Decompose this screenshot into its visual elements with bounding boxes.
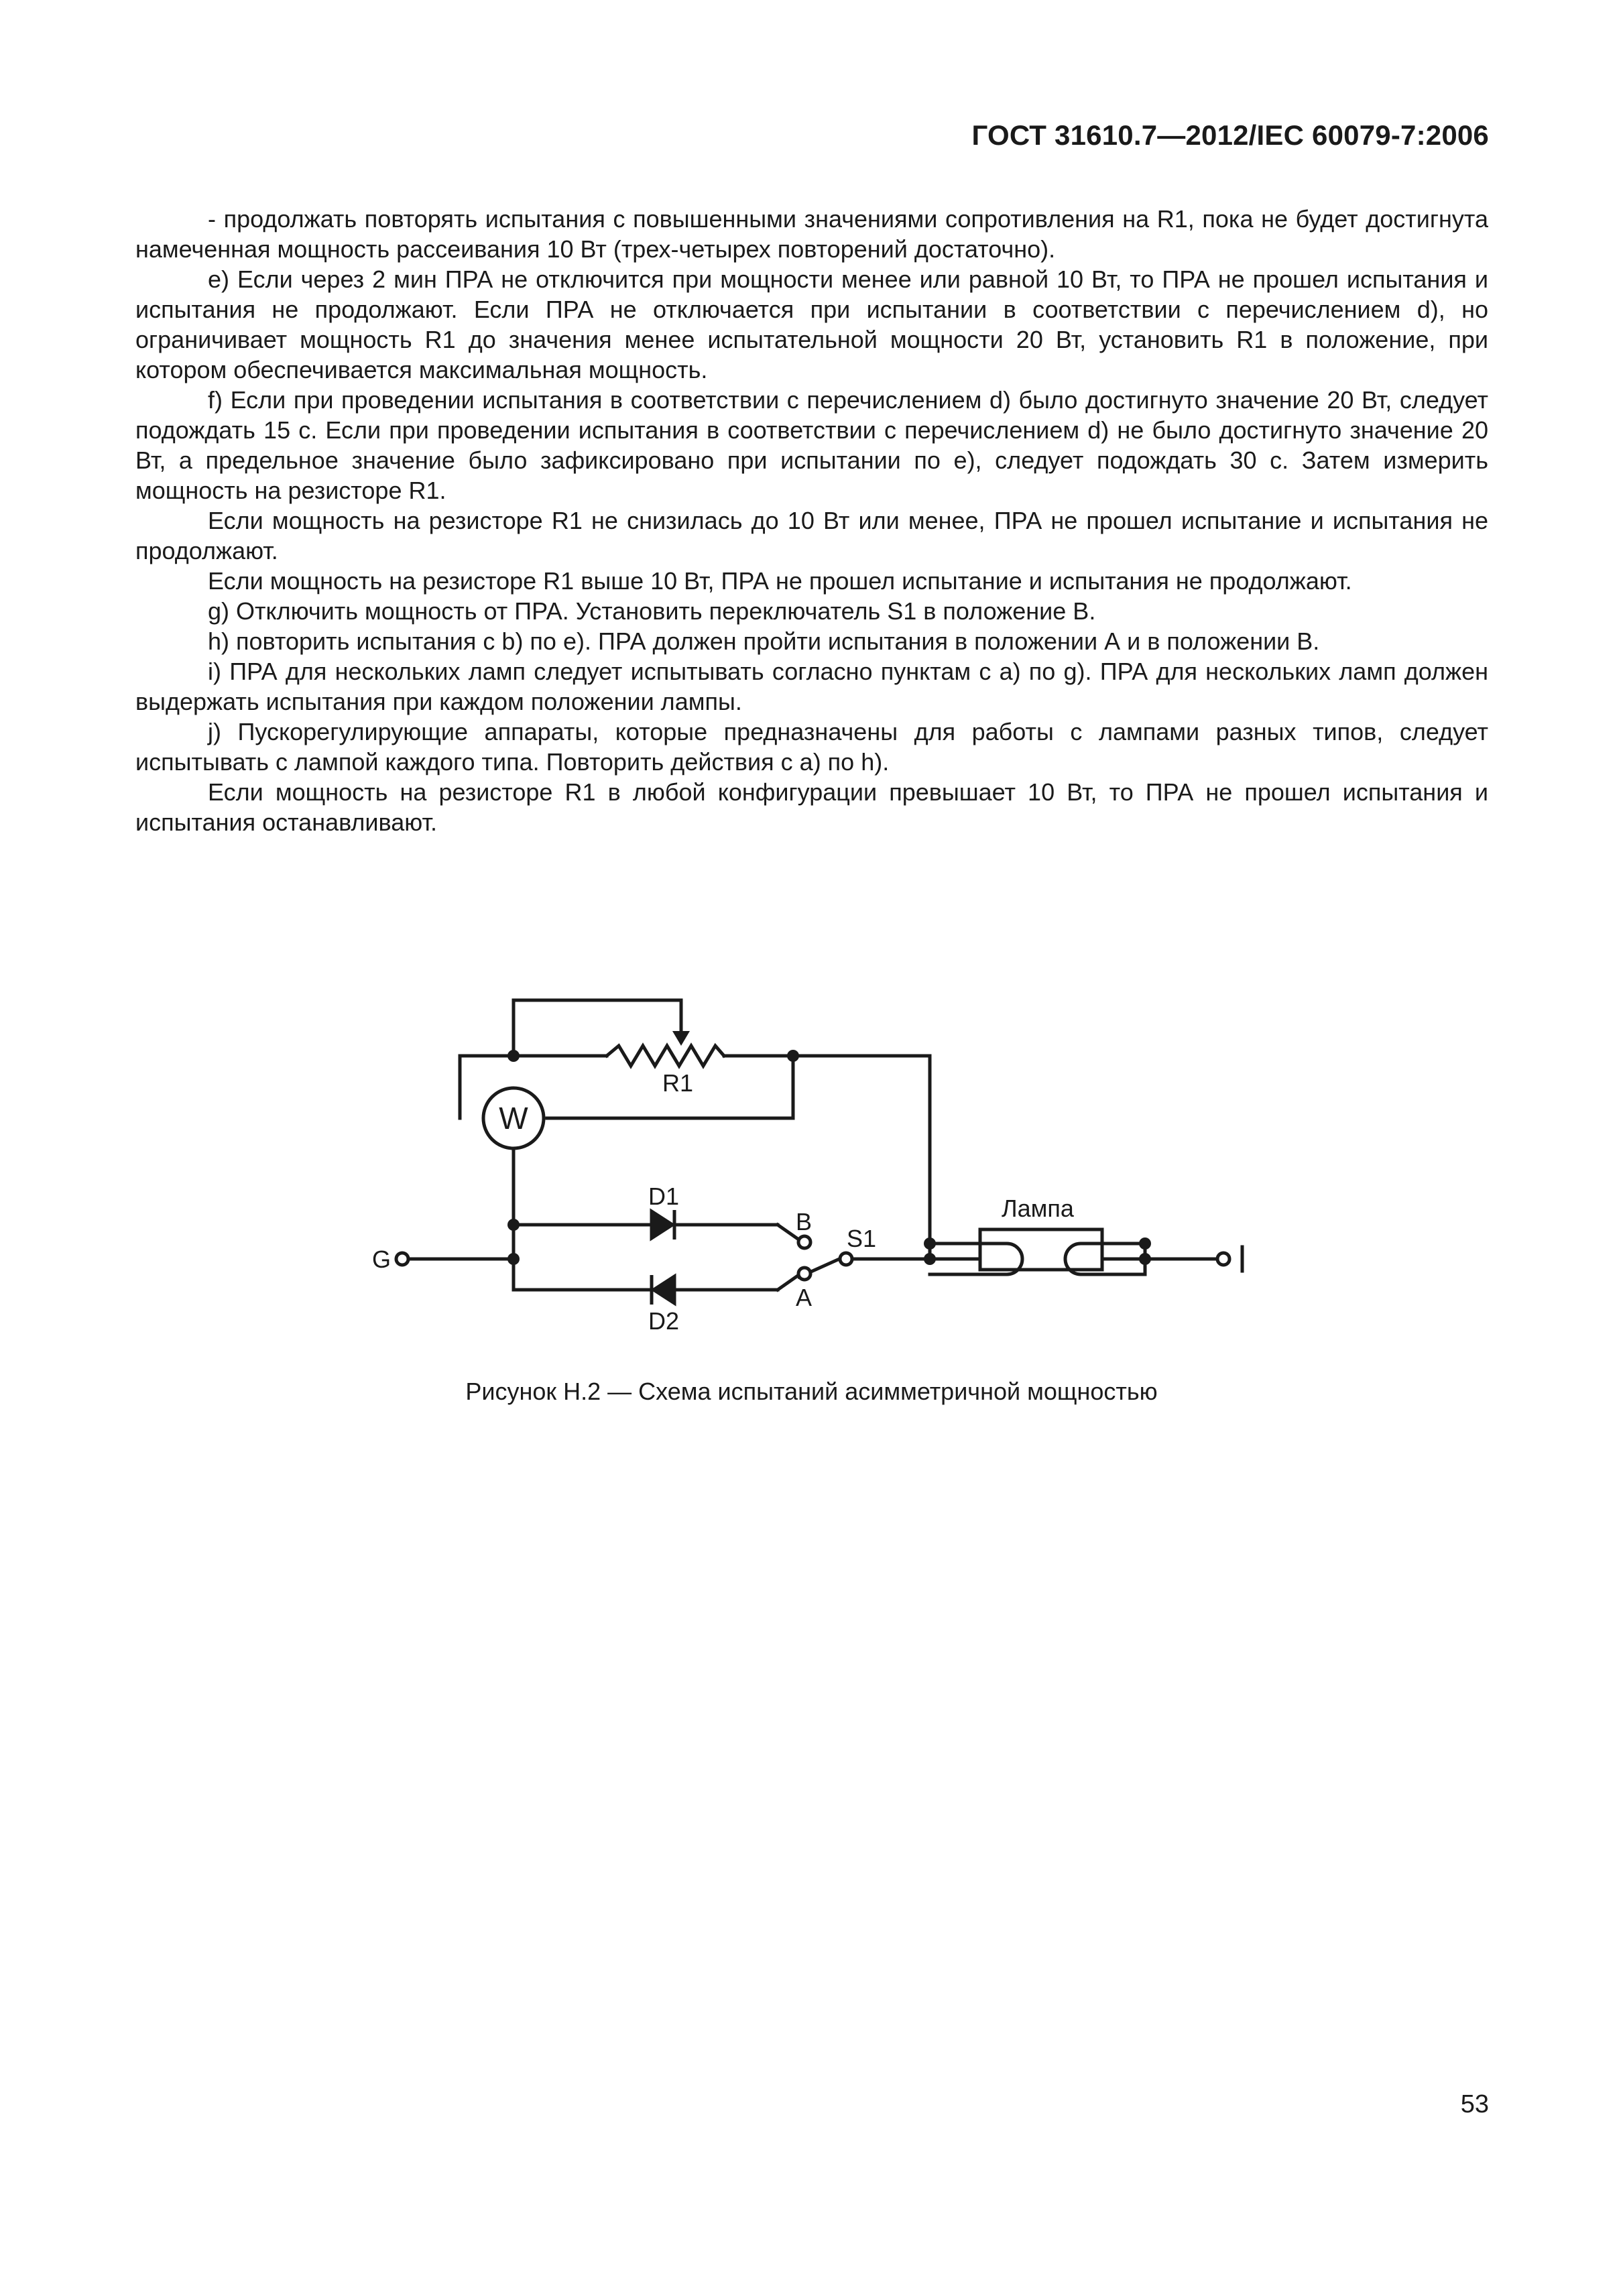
label-d2: D2 bbox=[648, 1307, 680, 1335]
terminal-s1 bbox=[840, 1253, 852, 1265]
label-lamp: Лампа bbox=[1002, 1195, 1074, 1222]
label-a: A bbox=[796, 1284, 813, 1311]
paragraph: Если мощность на резисторе R1 в любой конфигурации превышает 10 Вт, то ПРА не прошел испытания и испытания останавливают. bbox=[135, 778, 1488, 836]
paragraph: h) повторить испытания с b) по e). ПРА должен пройти испытания в положении А и в положении В. bbox=[208, 627, 1320, 655]
paragraph: j) Пускорегулирующие аппараты, которые предназначены для работы с лампами разных типов, следует испытывать с лампой каждого типа. Повторить действия с а) по h). bbox=[135, 718, 1488, 776]
figure-caption: Рисунок Н.2 — Схема испытаний асимметричной мощностью bbox=[465, 1378, 1158, 1405]
terminal-a bbox=[798, 1268, 810, 1280]
junction-dot bbox=[1139, 1237, 1151, 1250]
label-g: G bbox=[372, 1246, 392, 1273]
terminal-g bbox=[396, 1253, 408, 1265]
junction-dot bbox=[507, 1050, 520, 1062]
diode-d2 bbox=[654, 1276, 674, 1303]
page-number: 53 bbox=[1460, 2090, 1489, 2118]
paragraph: Если мощность на резисторе R1 выше 10 Вт, ПРА не прошел испытание и испытания не продолжают. bbox=[208, 567, 1352, 595]
junction-dot bbox=[1139, 1253, 1151, 1265]
lamp-body bbox=[980, 1229, 1102, 1270]
terminal-b bbox=[798, 1236, 810, 1248]
diode-d1 bbox=[652, 1211, 672, 1238]
wire bbox=[460, 1056, 607, 1118]
wire bbox=[778, 1276, 798, 1290]
document-header: ГОСТ 31610.7—2012/IEC 60079-7:2006 bbox=[971, 119, 1489, 151]
junction-dot bbox=[924, 1253, 936, 1265]
junction-dot bbox=[787, 1050, 799, 1062]
paragraph: f) Если при проведении испытания в соответствии с перечислением d) было достигнуто значение 20 Вт, следует подождать 15 с. Если при проведении испытания в соответствии с перечислением d) не было достигнуто значение 20 Вт, а предельное значение было зафиксировано при испытании по e), следует подождать 30 с. Затем измерить мощность на резисторе R1. bbox=[135, 386, 1488, 504]
junction-dot bbox=[507, 1219, 520, 1231]
resistor-r1 bbox=[607, 1046, 724, 1066]
paragraph: i) ПРА для нескольких ламп следует испытывать согласно пунктам с а) по g). ПРА для нескольких ламп должен выдержать испытания при каждом положении лампы. bbox=[135, 658, 1488, 715]
circuit-diagram bbox=[362, 965, 1301, 1341]
terminal-out bbox=[1217, 1253, 1229, 1265]
paragraph: e) Если через 2 мин ПРА не отключится при мощности менее или равной 10 Вт, то ПРА не прошел испытания и испытания не продолжают. Если ПРА не отключается при испытании в соответствии с перечислением d), но ограничивает мощность R1 до значения менее испытательной мощности 20 Вт, установить R1 в положение, при котором обеспечивается максимальная мощность. bbox=[135, 265, 1488, 383]
label-w: W bbox=[499, 1101, 528, 1136]
label-d1: D1 bbox=[648, 1183, 680, 1210]
body-text bbox=[135, 204, 1488, 837]
paragraph: - продолжать повторять испытания с повышенными значениями сопротивления на R1, пока не будет достигнута намеченная мощность рассеивания 10 Вт (трех-четырех повторений достаточно). bbox=[135, 205, 1488, 263]
paragraph: Если мощность на резисторе R1 не снизилась до 10 Вт или менее, ПРА не прошел испытание и испытания не продолжают. bbox=[135, 507, 1488, 564]
paragraph: g) Отключить мощность от ПРА. Установить переключатель S1 в положение B. bbox=[208, 597, 1096, 625]
junction-dot bbox=[507, 1253, 520, 1265]
junction-dot bbox=[924, 1237, 936, 1250]
label-r1: R1 bbox=[662, 1069, 694, 1097]
wire bbox=[514, 1000, 681, 1054]
wire bbox=[778, 1225, 798, 1239]
label-b: B bbox=[796, 1208, 813, 1235]
label-s1: S1 bbox=[847, 1225, 877, 1252]
wiper-arrow bbox=[672, 1031, 690, 1046]
